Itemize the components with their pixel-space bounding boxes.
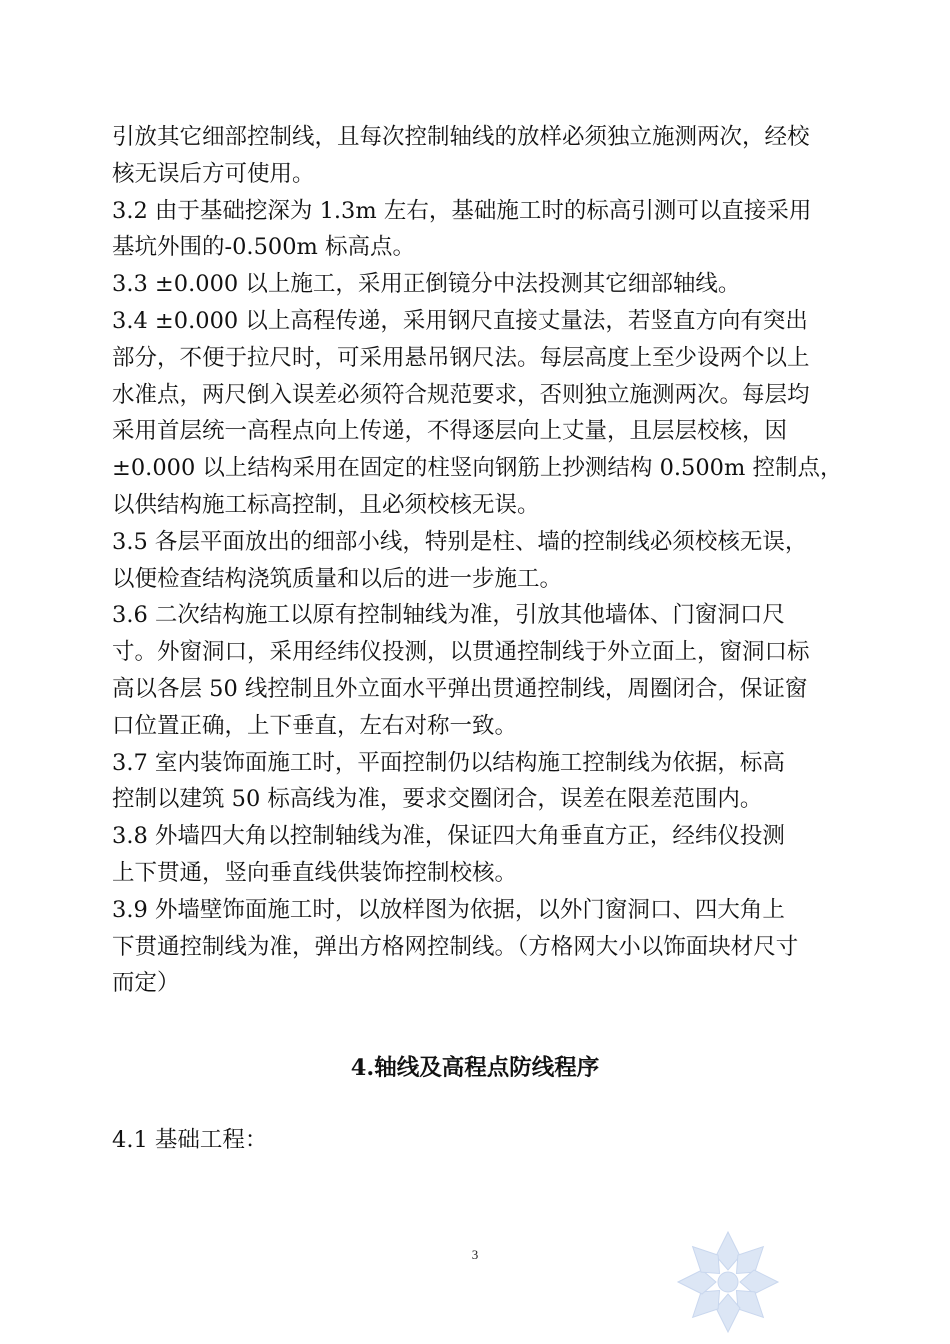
text-line: 水准点，两尺倒入误差必须符合规范要求，否则独立施测两次。每层均 [112, 381, 810, 408]
text-line: 3.9 外墙壁饰面施工时，以放样图为依据，以外门窗洞口、四大角上 [112, 896, 785, 923]
text-line: 核无误后方可使用。 [112, 160, 315, 187]
watermark-logo-icon [672, 1226, 784, 1338]
text-line: 引放其它细部控制线，且每次控制轴线的放样必须独立施测两次，经校 [112, 124, 810, 150]
text-line: ±0.000 以上结构采用在固定的柱竖向钢筋上抄测结构 0.500m 控制点， [112, 455, 843, 482]
section-heading: 4.轴线及高程点防线程序 [350, 1055, 600, 1081]
text-line: 部分，不便于拉尺时，可采用悬吊钢尺法。每层高度上至少设两个以上 [112, 344, 810, 371]
text-line: 3.6 二次结构施工以原有控制轴线为准，引放其他墙体、门窗洞口尺 [112, 602, 785, 629]
text-line: 3.7 室内装饰面施工时，平面控制仍以结构施工控制线为依据，标高 [112, 749, 785, 776]
text-line: 以便检查结构浇筑质量和以后的进一步施工。 [112, 565, 563, 592]
text-line: 寸。外窗洞口，采用经纬仪投测，以贯通控制线于外立面上，窗洞口标 [112, 639, 810, 666]
text-line: 口位置正确，上下垂直，左右对称一致。 [112, 712, 518, 739]
text-line: 3.5 各层平面放出的细部小线，特别是柱、墙的控制线必须校核无误， [112, 528, 808, 555]
text-line: 3.3 ±0.000 以上施工，采用正倒镜分中法投测其它细部轴线。 [112, 271, 741, 298]
text-line: 以供结构施工标高控制，且必须校核无误。 [112, 491, 540, 518]
body-text [112, 119, 843, 1002]
text-line: 3.2 由于基础挖深为 1.3m 左右，基础施工时的标高引测可以直接采用 [112, 197, 812, 224]
text-line: 高以各层 50 线控制且外立面水平弹出贯通控制线，周圈闭合，保证窗 [112, 675, 808, 702]
text-line: 3.8 外墙四大角以控制轴线为准，保证四大角垂直方正，经纬仪投测 [112, 823, 785, 850]
text-line: 基坑外围的-0.500m 标高点。 [112, 234, 416, 261]
text-line: 上下贯通，竖向垂直线供装饰控制校核。 [112, 859, 518, 886]
subsection-heading: 4.1 基础工程： [112, 1127, 268, 1153]
text-line: 下贯通控制线为准，弹出方格网控制线。（方格网大小以饰面块材尺寸 [112, 933, 799, 960]
text-line: 控制以建筑 50 标高线为准，要求交圈闭合，误差在限差范围内。 [112, 786, 763, 813]
text-line: 3.4 ±0.000 以上高程传递，采用钢尺直接丈量法，若竖直方向有突出 [112, 307, 808, 334]
text-line: 而定） [112, 970, 180, 997]
page-number: 3 [471, 1247, 479, 1262]
text-line: 采用首层统一高程点向上传递，不得逐层向上丈量，且层层校核，因 [112, 418, 788, 445]
